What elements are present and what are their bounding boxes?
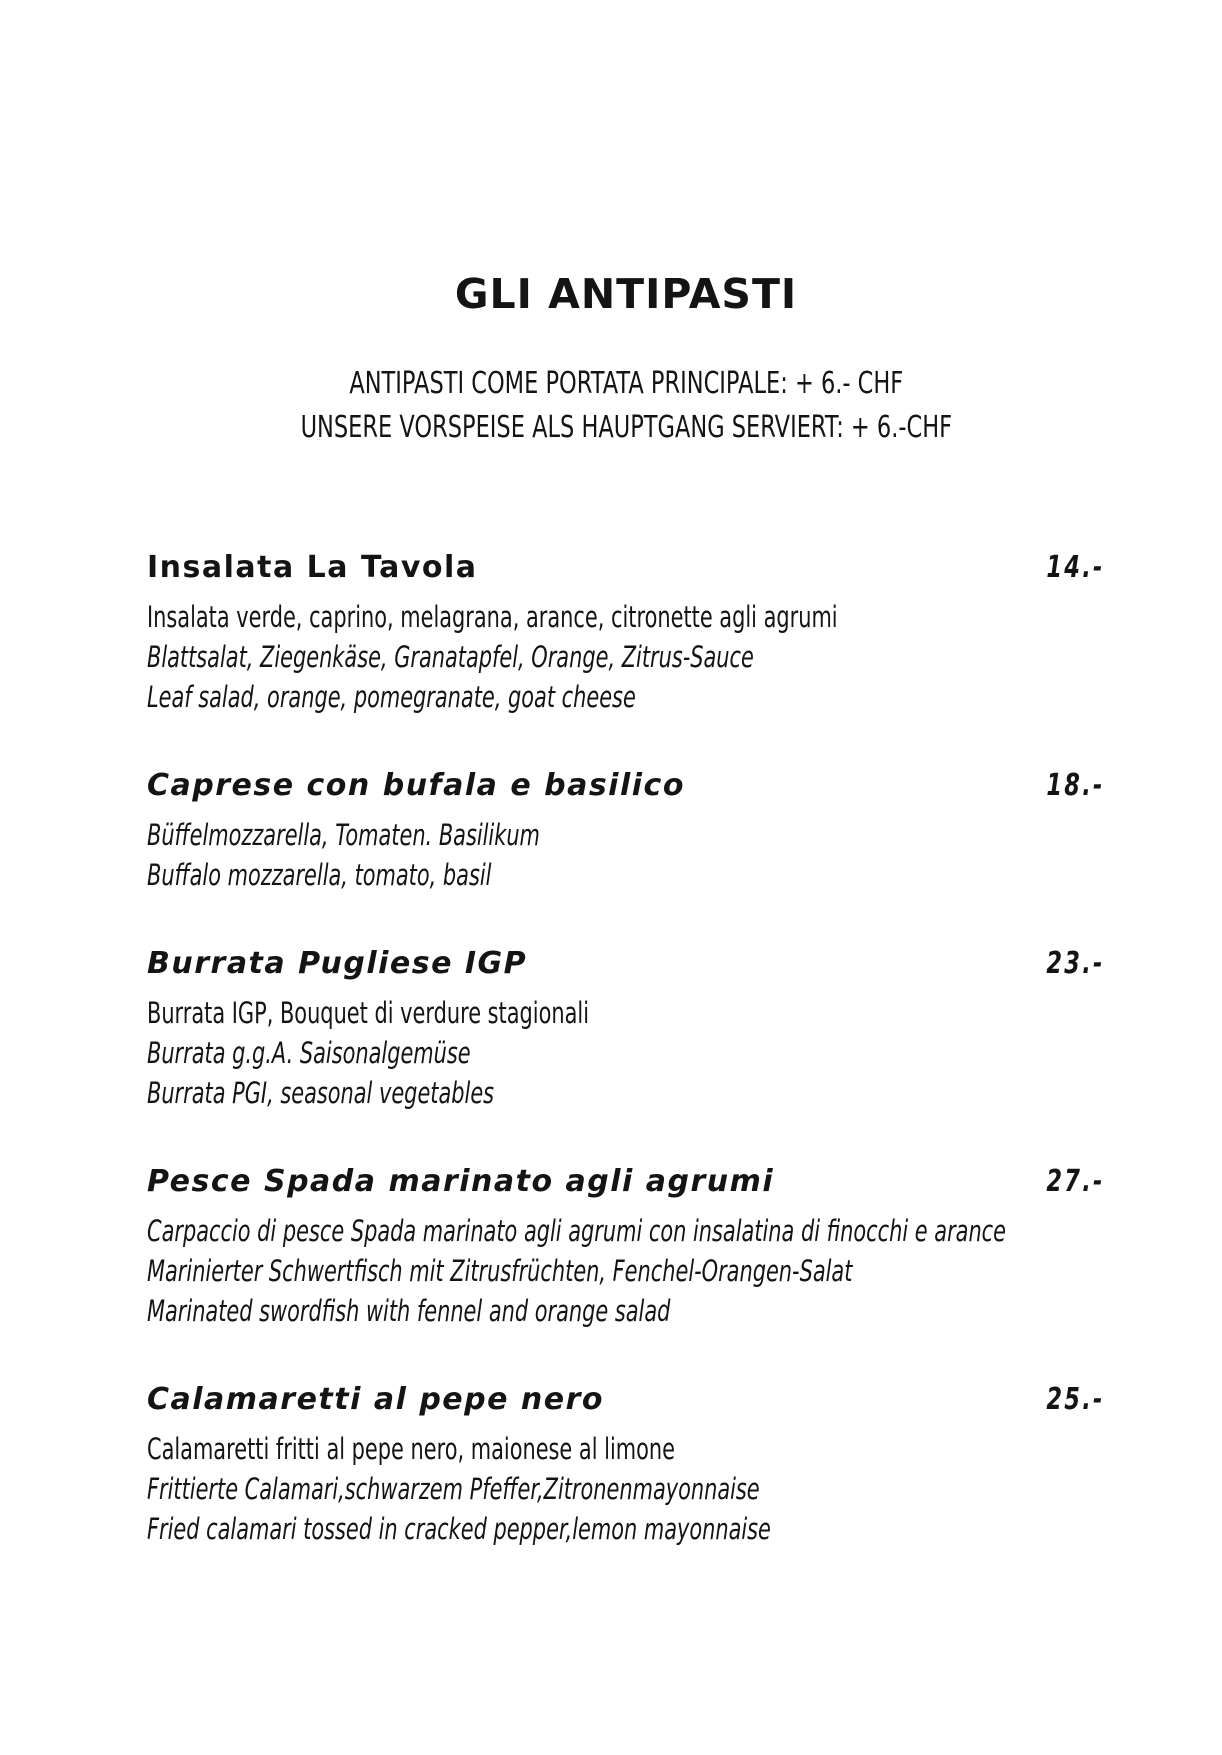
item-description-text: Leaf salad, orange, pomegranate, goat cheese: [147, 680, 636, 715]
item-description-text: Burrata PGI, seasonal vegetables: [147, 1076, 495, 1111]
item-descriptions: [147, 1429, 1105, 1549]
item-description-text: Marinierter Schwertfisch mit Zitrusfrüchten, Fenchel-Orangen-Salat: [147, 1254, 853, 1289]
item-description-text: Carpaccio di pesce Spada marinato agli agrumi con insalatina di finocchi e arance: [147, 1214, 1007, 1249]
item-name-row: [147, 547, 1105, 589]
item-description-text: Fried calamari tossed in cracked pepper,lemon mayonnaise: [147, 1512, 771, 1547]
item-description: [147, 855, 1105, 895]
menu-item: [147, 547, 1105, 717]
item-price: [1027, 1161, 1105, 1203]
item-name-row: [147, 1379, 1105, 1421]
subtitle-line: [147, 406, 1105, 450]
item-description: [147, 1291, 1105, 1331]
item-description-text: Frittierte Calamari,schwarzem Pfeffer,Zitronenmayonnaise: [147, 1472, 760, 1507]
page-title: GLI ANTIPASTI: [454, 270, 798, 319]
item-description: [147, 677, 1105, 717]
item-price: [1027, 943, 1105, 985]
item-price-text: 27.-: [1046, 1164, 1105, 1200]
item-description: [147, 1509, 1105, 1549]
item-name-row: [147, 765, 1105, 807]
item-price: [1027, 765, 1105, 807]
item-description: [147, 1251, 1105, 1291]
item-name: Burrata Pugliese IGP: [147, 946, 528, 982]
item-description: [147, 1469, 1105, 1509]
item-description: [147, 637, 1105, 677]
item-description: [147, 1073, 1105, 1113]
item-description: [147, 815, 1105, 855]
item-price: [1027, 547, 1105, 589]
item-name: Insalata La Tavola: [147, 550, 478, 586]
item-description: [147, 597, 1105, 637]
subtitle-line: [147, 362, 1105, 406]
item-price: [1027, 1379, 1105, 1421]
menu-page: [0, 27, 1222, 1755]
item-description: [147, 1429, 1105, 1469]
item-description-text: Büffelmozzarella, Tomaten. Basilikum: [147, 818, 540, 853]
item-description-text: Calamaretti fritti al pepe nero, maionese al limone: [147, 1432, 675, 1467]
subtitle-line-text: ANTIPASTI COME PORTATA PRINCIPALE: + 6.- CHF: [349, 366, 903, 402]
item-description-text: Burrata IGP, Bouquet di verdure stagionali: [147, 996, 590, 1031]
menu-item: [147, 1161, 1105, 1331]
item-name-row: [147, 1161, 1105, 1203]
item-price-text: 18.-: [1046, 768, 1105, 804]
item-price-text: 14.-: [1046, 550, 1105, 586]
item-price-text: 23.-: [1046, 946, 1105, 982]
item-name: Pesce Spada marinato agli agrumi: [147, 1164, 775, 1200]
item-description-text: Marinated swordfish with fennel and orange salad: [147, 1294, 671, 1329]
item-description-text: Burrata g.g.A. Saisonalgemüse: [147, 1036, 471, 1071]
menu-item: [147, 943, 1105, 1113]
item-descriptions: [147, 993, 1105, 1113]
menu-item: [147, 765, 1105, 895]
item-descriptions: [147, 1211, 1105, 1331]
item-description-text: Insalata verde, caprino, melagrana, arance, citronette agli agrumi: [147, 600, 838, 635]
item-description-text: Blattsalat, Ziegenkäse, Granatapfel, Orange, Zitrus-Sauce: [147, 640, 754, 675]
item-name: Calamaretti al pepe nero: [147, 1382, 605, 1418]
menu-list: [147, 547, 1105, 1549]
item-price-text: 25.-: [1046, 1382, 1105, 1418]
item-name: Caprese con bufala e basilico: [147, 768, 685, 804]
subtitle-block: [147, 362, 1105, 450]
menu-item: [147, 1379, 1105, 1549]
item-name-row: [147, 943, 1105, 985]
item-description: [147, 1033, 1105, 1073]
item-description: [147, 1211, 1105, 1251]
subtitle-line-text: UNSERE VORSPEISE ALS HAUPTGANG SERVIERT: + 6.-CHF: [300, 410, 952, 446]
item-description: [147, 993, 1105, 1033]
item-descriptions: [147, 815, 1105, 895]
item-description-text: Buffalo mozzarella, tomato, basil: [147, 858, 492, 893]
item-descriptions: [147, 597, 1105, 717]
